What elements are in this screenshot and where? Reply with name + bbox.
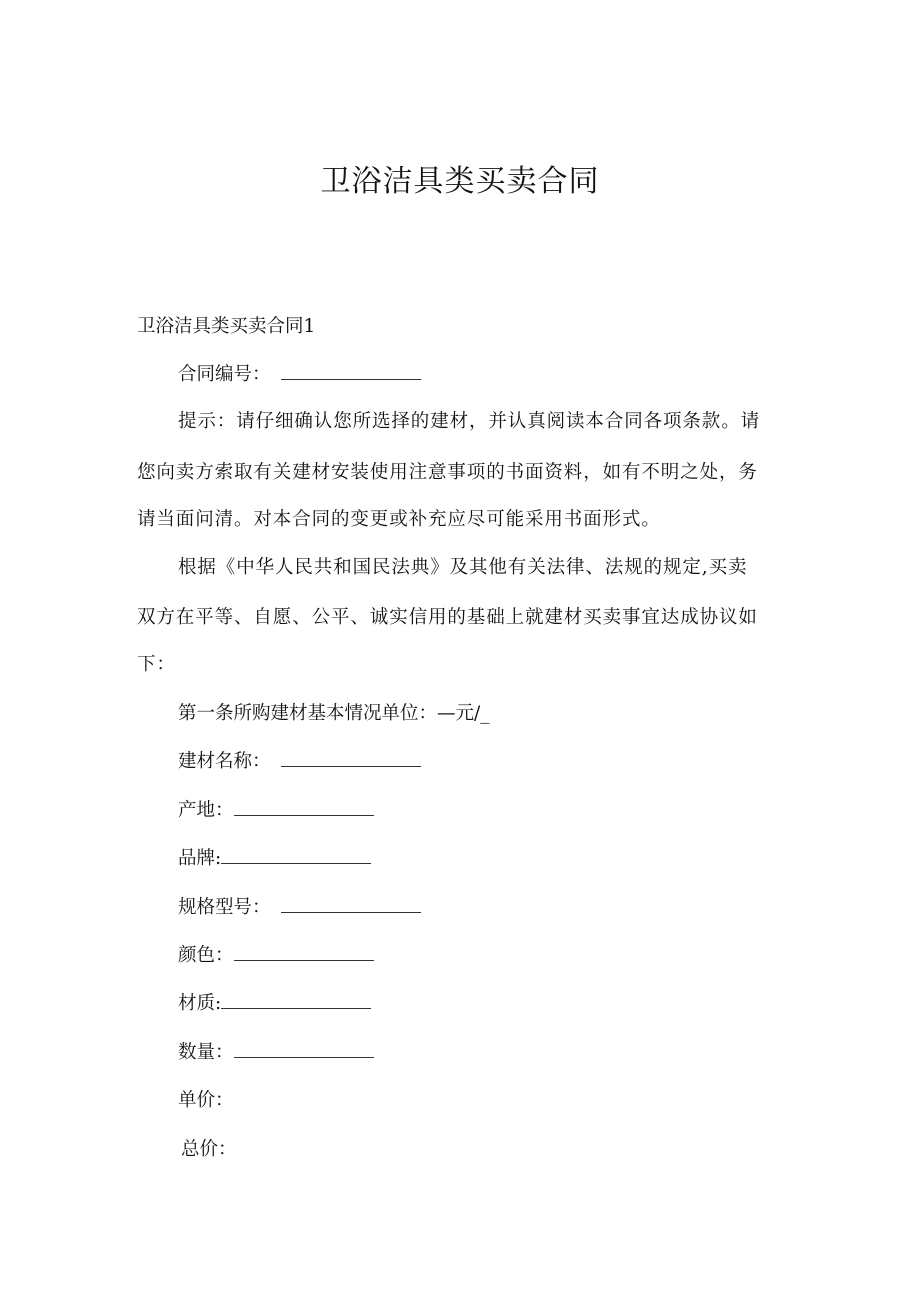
field-unit-price-label: 单价： <box>178 1090 234 1111</box>
field-brand-row <box>178 845 371 873</box>
tip-line-3: 请当面问清。对本合同的变更或补充应尽可能采用书面形式。 <box>137 509 661 530</box>
contract-number-blank <box>281 361 421 380</box>
field-origin-label: 产地： <box>178 800 234 821</box>
field-color-blank <box>234 942 374 961</box>
field-model-blank <box>281 894 421 913</box>
field-quantity-blank <box>234 1039 374 1058</box>
field-total-price-label: 总价： <box>181 1139 237 1160</box>
field-material-row <box>178 990 371 1018</box>
field-model-row <box>178 894 421 922</box>
field-name-blank <box>281 748 421 767</box>
field-quantity-label: 数量： <box>178 1042 234 1063</box>
contract-subtitle: 卫浴洁具类买卖合同1 <box>137 316 316 337</box>
field-origin-row <box>178 797 374 825</box>
contract-number-row <box>178 361 421 389</box>
field-brand-label: 品牌: <box>178 848 222 869</box>
field-material-blank <box>221 990 371 1009</box>
field-quantity-row <box>178 1039 374 1067</box>
field-brand-blank <box>221 845 371 864</box>
tip-line-1: 提示：请仔细确认您所选择的建材，并认真阅读本合同各项条款。请 <box>178 411 761 432</box>
basis-line-1: 根据《中华人民共和国民法典》及其他有关法律、法规的规定,买卖 <box>178 557 748 578</box>
field-color-row <box>178 942 374 970</box>
contract-number-label: 合同编号： <box>178 364 271 385</box>
field-material-label: 材质: <box>178 993 222 1014</box>
field-color-label: 颜色： <box>178 945 234 966</box>
basis-line-3: 下： <box>137 654 176 675</box>
field-model-label: 规格型号： <box>178 897 271 918</box>
article-1: 第一条所购建材基本情况单位：—元/_ <box>178 703 490 724</box>
tip-line-2: 您向卖方索取有关建材安装使用注意事项的书面资料，如有不明之处，务 <box>137 462 758 483</box>
field-name-row <box>178 748 421 776</box>
field-name-label: 建材名称： <box>178 751 271 772</box>
basis-line-2: 双方在平等、自愿、公平、诚实信用的基础上就建材买卖事宜达成协议如 <box>137 607 758 628</box>
field-origin-blank <box>234 797 374 816</box>
document-title: 卫浴洁具类买卖合同 <box>320 164 600 199</box>
